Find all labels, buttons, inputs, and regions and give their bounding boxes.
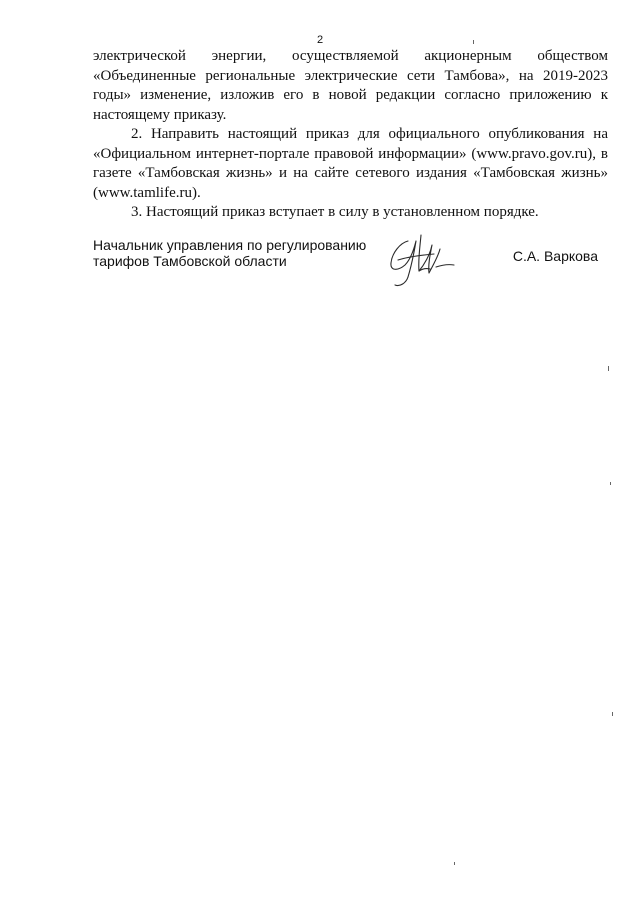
signer-name: С.А. Варкова <box>512 248 598 264</box>
paragraph-continuation: электрической энергии, осуществляемой акционерным обществом «Объединенные региональные электрические сети Тамбова», на 2019-2023 годы» изменение, изложив его в новой редакции согласно приложению к настоящему приказу. <box>93 48 608 123</box>
handwritten-signature-icon <box>378 227 468 289</box>
signer-position-line-2: тарифов Тамбовской области <box>93 253 287 269</box>
scan-artifact <box>473 40 474 44</box>
signer-position <box>93 237 393 269</box>
page-number: 2 <box>316 34 324 46</box>
signer-position-line-1: Начальник управления по регулированию <box>93 237 367 253</box>
scan-artifact <box>608 366 609 371</box>
signature-block <box>93 237 608 297</box>
scan-artifact <box>610 482 611 485</box>
paragraph-item-2: 2. Направить настоящий приказ для официального опубликования на «Официальном интернет-портале правовой информации» (www.pravo.gov.ru), в газете «Тамбовская жизнь» и на сайте сетевого издания «Тамбовская жизнь» (www.tamlife.ru). <box>93 126 608 201</box>
scan-artifact <box>612 712 613 716</box>
document-body <box>93 47 608 223</box>
scan-artifact <box>454 862 455 865</box>
paragraph-item-3: 3. Настоящий приказ вступает в силу в установленном порядке. <box>131 204 539 220</box>
